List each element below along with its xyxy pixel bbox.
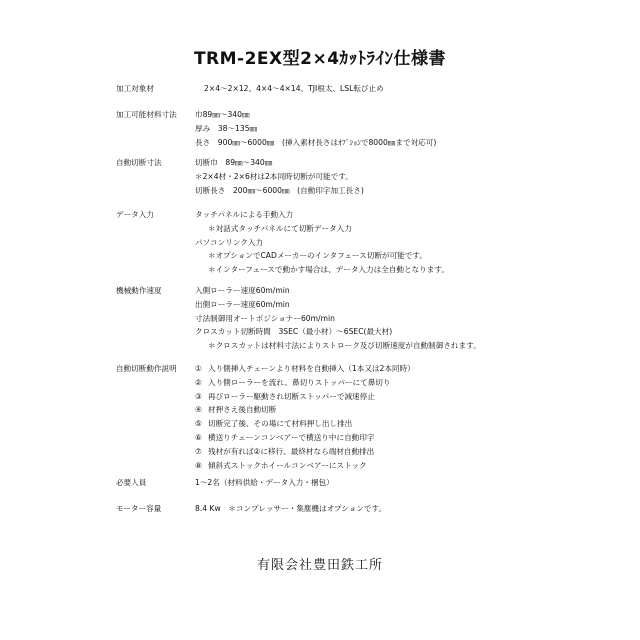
section-line: 長さ 900㎜～6000㎜ (挿入素材長さはｵﾌﾟｼｮﾝで8000㎜まで対応可) bbox=[195, 137, 437, 147]
section-label: データ入力 bbox=[116, 210, 154, 219]
section-line: ＊対話式タッチパネルにて切断データ入力 bbox=[208, 223, 352, 233]
step-text: 材押さえ後自動切断 bbox=[208, 405, 277, 415]
step-number: ⑧ bbox=[195, 460, 202, 470]
section-label: 加工可能材料寸法 bbox=[116, 110, 177, 119]
step-text: 再びローラー駆動され切断ストッパーで減速停止 bbox=[208, 391, 375, 401]
section-line: 出側ローラー速度60m/min bbox=[195, 299, 290, 309]
section-label: 自動切断動作説明 bbox=[116, 364, 177, 373]
step-number: ⑥ bbox=[195, 432, 202, 442]
section-label: モーター容量 bbox=[116, 504, 162, 513]
section-lines bbox=[195, 108, 535, 149]
section-lines bbox=[195, 362, 535, 472]
step-text: 切断完了後、その場にて材料押し出し排出 bbox=[208, 419, 353, 429]
section-lines bbox=[195, 284, 535, 353]
step-item bbox=[195, 403, 535, 417]
step-number: ② bbox=[195, 377, 202, 387]
section-line: ＊オプションでCADメーカーのインタフェース切断が可能です。 bbox=[208, 251, 427, 261]
section-line: ＊クロスカットは材料寸法によりストローク及び切断速度が自動制御されます。 bbox=[208, 341, 481, 351]
section-line: 切断長さ 200㎜～6000㎜ (自動印字加工長さ) bbox=[195, 185, 364, 195]
step-item bbox=[195, 362, 535, 376]
step-number: ⑤ bbox=[195, 419, 202, 429]
section-line: 巾89㎜～340㎜ bbox=[195, 110, 250, 119]
step-text: 傾斜式ストックホイールコンベアーにストック bbox=[208, 460, 367, 470]
section-line: パソコンリンク入力 bbox=[195, 237, 264, 247]
section-line: ＊2×4材・2×6材は2本同時切断が可能です。 bbox=[195, 171, 353, 181]
section-line: 1～2名（材料供給・データ入力・梱包） bbox=[195, 478, 334, 487]
step-text: 入り側挿入チェーンより材料を自動挿入（1本又は2本同時） bbox=[208, 364, 415, 373]
step-item bbox=[195, 431, 535, 445]
section-line: 2×4～2×12、4×4～4×14、TJI根太、LSL転び止め bbox=[204, 84, 384, 93]
section-label: 加工対象材 bbox=[116, 84, 154, 93]
company-name: 有限会社豊田鉄工所 bbox=[256, 558, 383, 573]
section-lines bbox=[195, 156, 535, 197]
section-line: クロスカット切断時間 3SEC（最小材）～6SEC(最大材) bbox=[195, 327, 393, 337]
step-item bbox=[195, 445, 535, 459]
section-line: タッチパネルによる手動入力 bbox=[195, 210, 294, 219]
section-line: 切断巾 89㎜～340㎜ bbox=[195, 158, 273, 167]
document-title: TRM-2EX型2×4ｶｯﾄﾗｲﾝ仕様書 bbox=[193, 49, 447, 69]
section-line: 寸法制御用オートポジショナー60m/min bbox=[195, 313, 335, 323]
step-number: ⑦ bbox=[195, 446, 202, 456]
section-line: 厚み 38～135㎜ bbox=[195, 123, 258, 133]
section-lines bbox=[195, 502, 535, 516]
step-item bbox=[195, 417, 535, 431]
section-lines bbox=[195, 82, 535, 96]
section-label: 機械動作速度 bbox=[116, 286, 162, 295]
section-line: ＊インターフェースで動かす場合は、データ入力は全自動となります。 bbox=[208, 265, 449, 275]
step-item bbox=[195, 390, 535, 404]
section-line: 入側ローラー速度60m/min bbox=[195, 286, 290, 295]
step-number: ④ bbox=[195, 405, 202, 415]
step-text: 横送りチェーンコンベアーで横送り中に自動印字 bbox=[208, 432, 375, 442]
step-text: 入り側ローラーを流れ、鼻切りストッパーにて鼻切り bbox=[208, 377, 391, 387]
step-text: 残材が有れば②に移行、最終材なら端材自動排出 bbox=[208, 446, 375, 456]
step-number: ① bbox=[195, 364, 202, 373]
section-lines bbox=[195, 476, 535, 490]
section-label: 必要人員 bbox=[116, 478, 147, 487]
step-number: ③ bbox=[195, 391, 202, 401]
section-line: 8.4 Kw ＊コンプレッサー・集塵機はオプションです。 bbox=[195, 504, 387, 513]
section-label: 自動切断寸法 bbox=[116, 158, 162, 167]
step-item bbox=[195, 459, 535, 473]
step-item bbox=[195, 376, 535, 390]
section-lines bbox=[195, 208, 535, 277]
